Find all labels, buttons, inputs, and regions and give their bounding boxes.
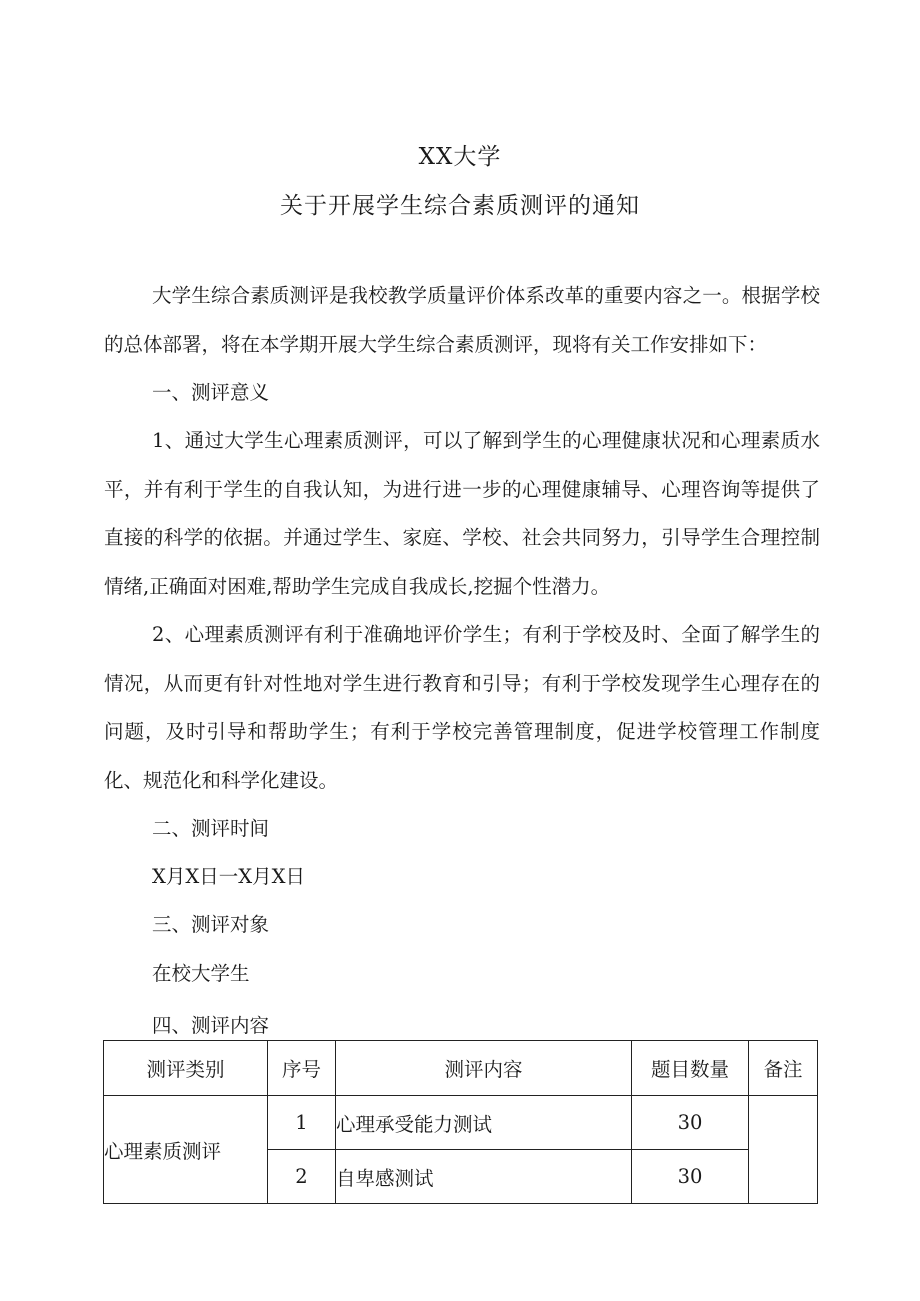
target-value: 在校大学生 xyxy=(152,962,250,985)
meaning-paragraph-2: 2、心理素质测评有利于准确地评价学生；有利于学校及时、全面了解学生的情况，从而更有针对性地对学生进行教育和引导；有利于学校发现学生心理存在的问题，及时引导和帮助学生；有利于学校完善管理制度，促进学校管理工作制度化、规范化和科学化建设。 xyxy=(104,623,820,792)
section-heading-content: 四、测评内容 xyxy=(152,1014,270,1037)
section-heading-time: 二、测评时间 xyxy=(152,817,270,840)
row-count: 30 xyxy=(632,1096,749,1150)
header-no: 序号 xyxy=(268,1041,336,1096)
header-type: 测评类别 xyxy=(104,1041,268,1096)
row-no: 1 xyxy=(268,1096,336,1150)
notice-title: 关于开展学生综合素质测评的通知 xyxy=(280,193,640,219)
table-row xyxy=(104,1096,818,1150)
row-content: 心理承受能力测试 xyxy=(336,1096,632,1150)
evaluation-table xyxy=(103,1040,818,1204)
header-content: 测评内容 xyxy=(336,1041,632,1096)
intro-paragraph: 大学生综合素质测评是我校教学质量评价体系改革的重要内容之一。根据学校的总体部署，将在本学期开展大学生综合素质测评，现将有关工作安排如下： xyxy=(104,284,820,356)
time-value: X月X日一X月X日 xyxy=(152,865,306,888)
row-no: 2 xyxy=(268,1150,336,1204)
header-note: 备注 xyxy=(749,1041,818,1096)
section-heading-meaning: 一、测评意义 xyxy=(152,381,270,404)
meaning-paragraph-1: 1、通过大学生心理素质测评，可以了解到学生的心理健康状况和心理素质水平，并有利于学生的自我认知，为进行进一步的心理健康辅导、心理咨询等提供了直接的科学的依据。并通过学生、家庭、学校、社会共同努力，引导学生合理控制情绪,正确面对困难,帮助学生完成自我成长,挖掘个性潜力。 xyxy=(104,429,820,598)
category-cell: 心理素质测评 xyxy=(104,1096,268,1204)
row-content: 自卑感测试 xyxy=(336,1150,632,1204)
note-cell xyxy=(749,1096,818,1204)
university-name: XX大学 xyxy=(418,144,502,170)
table-header-row xyxy=(104,1041,818,1096)
row-count: 30 xyxy=(632,1150,749,1204)
header-count: 题目数量 xyxy=(632,1041,749,1096)
section-heading-target: 三、测评对象 xyxy=(152,913,270,936)
